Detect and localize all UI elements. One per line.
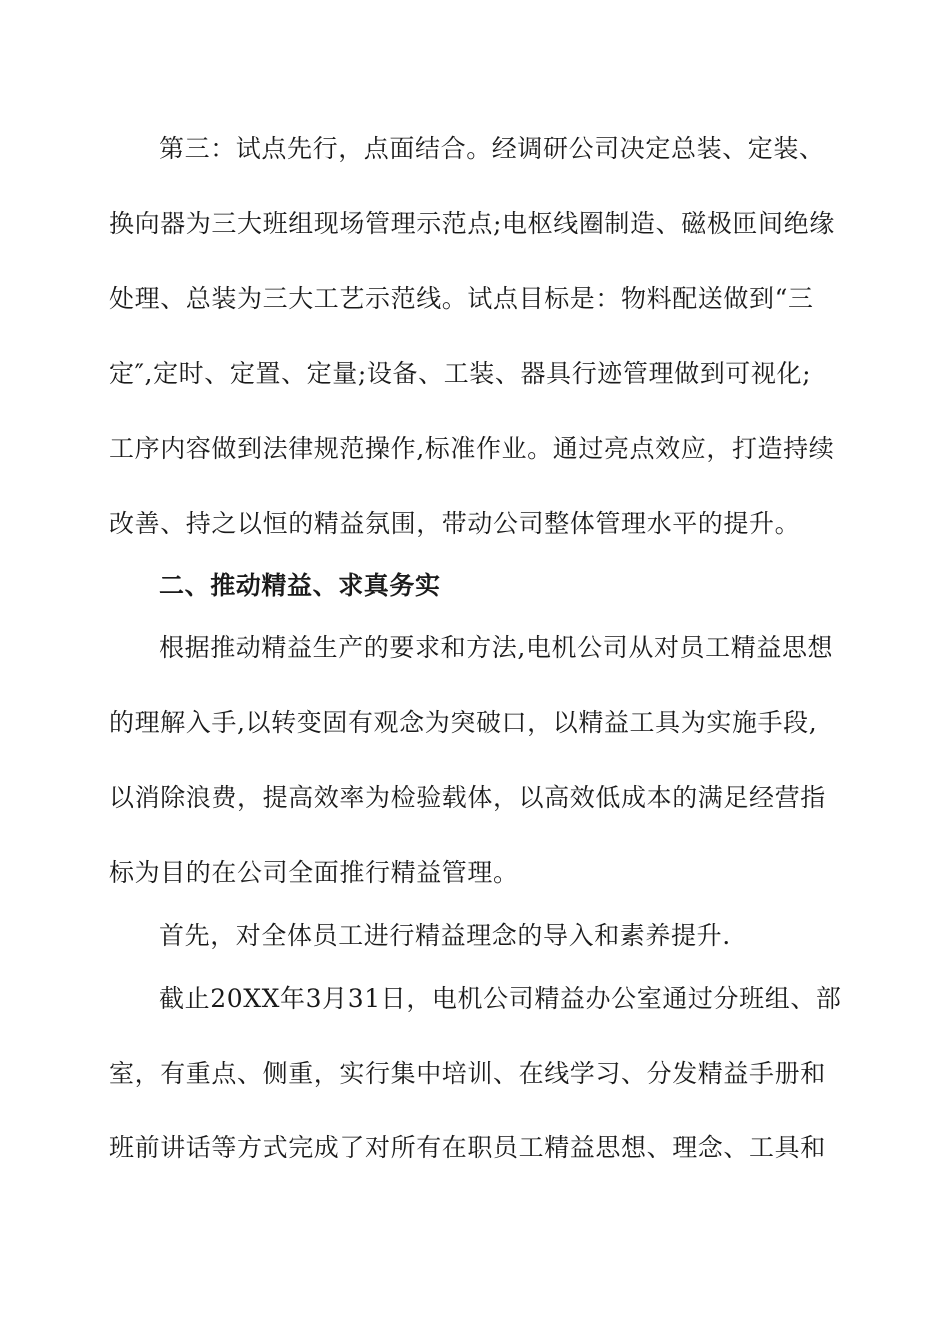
text-line: 标为目的在公司全面推行精益管理。 <box>109 858 519 887</box>
text-line: 的理解入手,以转变固有观念为突破口，以精益工具为实施手段, <box>109 708 818 737</box>
text-line: 第三：试点先行，点面结合。经调研公司决定总装、定装、 <box>159 134 825 163</box>
text-line: 工序内容做到法律规范操作,标准作业。通过亮点效应，打造持续 <box>109 434 835 463</box>
text-line: 班前讲话等方式完成了对所有在职员工精益思想、理念、工具和 <box>109 1133 826 1162</box>
text-line: 改善、持之以恒的精益氛围，带动公司整体管理水平的提升。 <box>109 509 801 538</box>
text-line: 换向器为三大班组现场管理示范点;电枢线圈制造、磁极匝间绝缘 <box>109 209 835 238</box>
text-line: 根据推动精益生产的要求和方法,电机公司从对员工精益思想 <box>159 633 834 662</box>
text-line: 首先，对全体员工进行精益理念的导入和素养提升. <box>159 921 731 950</box>
text-line: 以消除浪费，提高效率为检验载体，以高效低成本的满足经营指 <box>109 783 826 812</box>
section-heading: 二、推动精益、求真务实 <box>159 571 441 600</box>
text-line: 定″,定时、定置、定量;设备、工装、器具行迹管理做到可视化; <box>109 359 812 388</box>
text-line: 处理、总装为三大工艺示范线。试点目标是：物料配送做到“三 <box>109 284 814 313</box>
text-line: 室，有重点、侧重，实行集中培训、在线学习、分发精益手册和 <box>109 1059 826 1088</box>
text-line: 截止20XX年3月31日，电机公司精益办公室通过分班组、部 <box>159 984 842 1013</box>
